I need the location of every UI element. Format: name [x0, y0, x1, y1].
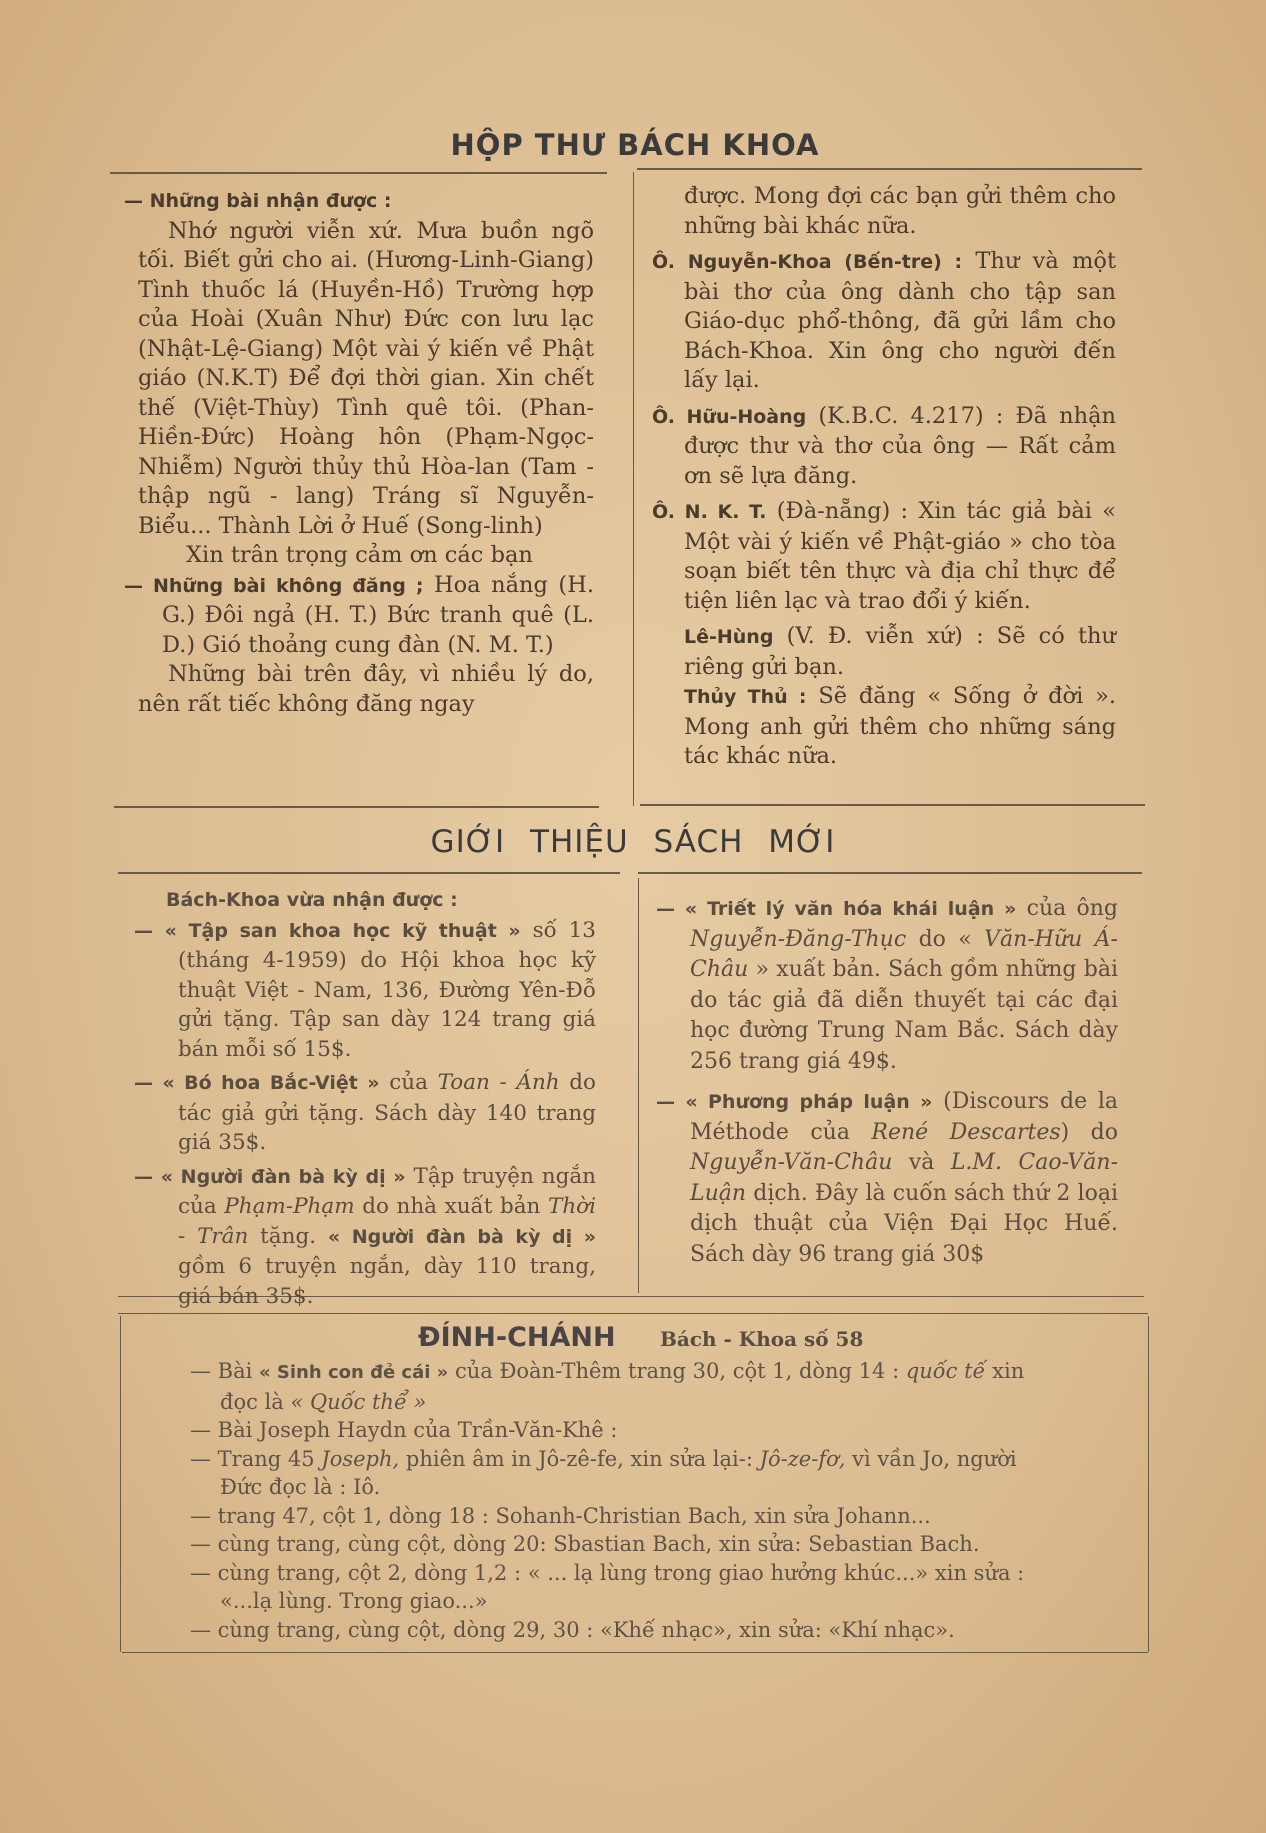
- divider: [638, 872, 1142, 874]
- errata-list: [190, 1357, 1060, 1644]
- reply-item: Ô. Hữu-Hoàng (K.B.C. 4.217) : Đã nhận được thư và thơ của ông — Rất cảm ơn sẽ lựa đăng.: [652, 402, 1116, 489]
- book-entry: — « Phương pháp luận » (Discours de la Méthode của René Descartes) do Nguyễn-Văn-Châu và L.M. Cao-Văn-Luận dịch. Đây là cuốn sách thứ 2 loại dịch thuật của Viện Đại Học Huế. Sách dày 96 trang giá 30$: [656, 1089, 1119, 1267]
- divider: [114, 806, 599, 808]
- divider: [110, 172, 607, 174]
- section-title-new-books: GIỚI THIỆU SÁCH MỚI: [430, 824, 836, 860]
- divider: [118, 1313, 1148, 1314]
- errata-line: — cùng trang, cùng cột, dòng 29, 30 : «Khế nhạc», xin sửa: «Khí nhạc».: [190, 1617, 955, 1642]
- column-divider: [638, 878, 639, 1293]
- reply-item: Lê-Hùng (V. Đ. viễn xứ) : Sẽ có thư riêng gửi bạn.: [684, 623, 1116, 680]
- continuation-text: được. Mong đợi các bạn gửi thêm cho những bài khác nữa.: [684, 183, 1116, 239]
- divider: [637, 168, 1142, 170]
- book-entry: — « Triết lý văn hóa khái luận » của ông Nguyễn-Đăng-Thục do « Văn-Hữu Á-Châu » xuất bản. Sách gồm những bài do tác giả đã diễn thuyết tại các đại học đường Trung Nam Bắc. Sách dày 256 trang giá 49$.: [656, 896, 1118, 1074]
- reply-item: Thủy Thủ : Sẽ đăng « Sống ở đời ». Mong anh gửi thêm cho những sáng tác khác nữa.: [684, 683, 1116, 769]
- errata-line: — trang 47, cột 1, dòng 18 : Sohanh-Christian Bach, xin sửa Johann...: [190, 1503, 931, 1528]
- mailbox-left-column: [124, 186, 594, 719]
- errata-line: — cùng trang, cột 2, dòng 1,2 : « ... lạ lùng trong giao hưởng khúc...» xin sửa : «...lạ lùng. Trong giao...»: [190, 1560, 1025, 1613]
- books-left-column: [134, 886, 596, 1311]
- not-published-heading: — Những bài không đăng ;: [124, 574, 424, 597]
- column-divider: [633, 172, 634, 806]
- books-received-heading: Bách-Khoa vừa nhận được :: [166, 889, 458, 911]
- frame-left: [120, 1316, 121, 1652]
- book-entry: — « Người đàn bà kỳ dị » Tập truyện ngắn của Phạm-Phạm do nhà xuất bản Thời - Trân tặng. « Người đàn bà kỳ dị » gồm 6 truyện ngắn, dày 110 trang, giá bán 35$.: [134, 1163, 597, 1309]
- frame-right: [1148, 1316, 1149, 1652]
- book-entry: — « Tập san khoa học kỹ thuật » số 13 (tháng 4-1959) do Hội khoa học kỹ thuật Việt - Nam, 136, Đường Yên-Đỗ gửi tặng. Tập san dày 124 trang giá bán mỗi số 15$.: [134, 917, 596, 1062]
- errata-line: — cùng trang, cùng cột, dòng 20: Sbastian Bach, xin sửa: Sebastian Bach.: [190, 1532, 980, 1556]
- thanks-line: Xin trân trọng cảm ơn các bạn: [186, 542, 533, 568]
- errata-title: ĐÍNH-CHÁNH: [418, 1322, 616, 1353]
- divider: [118, 872, 620, 874]
- divider: [122, 1652, 1148, 1653]
- received-list: Nhớ người viễn xứ. Mưa buồn ngõ tối. Biết gửi cho ai. (Hương-Linh-Giang) Tình thuốc lá (Huyền-Hồ) Trường hợp của Hoài (Xuân Như) Đức con lưu lạc (Nhật-Lệ-Giang) Một vài ý kiến về Phật giáo (N.K.T) Để đợi thời gian. Xin chết thế (Việt-Thùy) Tình quê tôi. (Phan-Hiền-Đức) Hoàng hôn (Phạm-Ngọc-Nhiễm) Người thủy thủ Hòa-lan (Tam - thập ngũ - lang) Tráng sĩ Nguyễn-Biểu... Thành Lời ở Huế (Song-linh): [138, 217, 594, 539]
- mailbox-right-column: [652, 182, 1116, 772]
- reply-item: Ô. N. K. T. (Đà-nẵng) : Xin tác giả bài « Một vài ý kiến về Phật-giáo » cho tòa soạn biết tên thực và địa chỉ thực để tiện liên lạc và trao đổi ý kiến.: [652, 498, 1116, 614]
- errata-line: — Bài Joseph Haydn của Trần-Văn-Khê :: [190, 1418, 618, 1442]
- closing-note: Những bài trên đây, vì nhiều lý do, nên rất tiếc không đăng ngay: [138, 661, 594, 717]
- section-title-mailbox: HỘP THƯ BÁCH KHOA: [450, 128, 820, 162]
- received-heading: — Những bài nhận được :: [124, 190, 392, 212]
- errata-line: — Bài « Sinh con đẻ cái » của Đoàn-Thêm trang 30, cột 1, dòng 14 : quốc tế xin đọc là « Quốc thể »: [190, 1359, 1025, 1414]
- reply-item: Ô. Nguyễn-Khoa (Bến-tre) : Thư và một bài thơ của ông dành cho tập san Giáo-dục phổ-thông, đã gửi lầm cho Bách-Khoa. Xin ông cho người đến lấy lại.: [652, 248, 1117, 393]
- divider: [640, 804, 1145, 806]
- not-published-list: Hoa nắng (H. G.) Đôi ngả (H. T.) Bức tranh quê (L. D.) Gió thoảng cung đàn (N. M. T.): [162, 571, 594, 658]
- books-right-column: [656, 894, 1118, 1270]
- errata-subtitle: Bách - Khoa số 58: [660, 1327, 864, 1351]
- errata-line: — Trang 45 Joseph, phiên âm in Jô-zê-fe, xin sửa lại-: Jô-ze-fơ, vì vần Jo, người Đức đọc là : Iô.: [190, 1446, 1017, 1499]
- book-entry: — « Bó hoa Bắc-Việt » của Toan - Ánh do tác giả gửi tặng. Sách dày 140 trang giá 35$.: [134, 1070, 596, 1155]
